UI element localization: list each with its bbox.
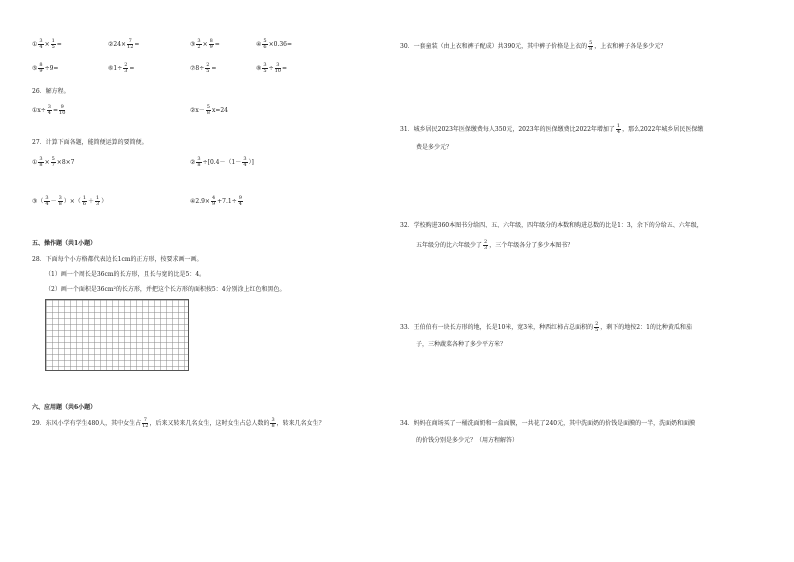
q28-part1: （1）画一个周长是36cm的长方形，且长与宽的比是5：4。	[45, 271, 206, 278]
q32-text: 32．学校购进360本图书分给四、五、六年级，四年级分的本数和购进总数的比是1：3，余下的分给五、六年级，	[400, 222, 703, 229]
q31-text-cont: 费是多少元？	[416, 144, 453, 151]
calc-5: ⑤ $\frac{8}{9}$ ÷9=	[32, 62, 59, 74]
calc-4: ④ $\frac{5}{6}$ ×0.36=	[256, 38, 292, 50]
q27-heading: 27．计算下面各题，能简便运算的要简便。	[32, 139, 148, 146]
q31-text: 31．城乡居民2023年医保缴费每人350元，2023年的医保缴费比2022年增加了 $\frac{1}{4}$ ，那么2022年城乡居民医保缴	[400, 123, 704, 135]
q29-text: 29．东风小学有学生480人，其中女生占 $\frac{7}{12}$ ，后来又转来几名女生，这时女生占总人数的 $\frac{3}{8}$ ，转来几名女生？	[32, 417, 325, 429]
q26-heading: 26．解方程。	[32, 88, 70, 95]
q33-text-cont: 子，三种蔬菜各种了多少平方米？	[416, 341, 507, 348]
q30-text: 30．一套童装（由上衣和裤子配成）共390元，其中裤子价格是上衣的 $\frac{5}{8}$ ，上衣和裤子各是多少元？	[400, 40, 667, 52]
calc-2: ②24× $\frac{7}{12}$ =	[108, 38, 140, 50]
q26-eq1: ①x÷ $\frac{3}{4}$ = $\frac{9}{10}$	[32, 104, 66, 116]
section-5-heading: 五、操作题（共1小题）	[32, 240, 97, 247]
q28-part2: （2）画一个面积是36cm²的长方形，并把这个长方形的面积按5：4分别涂上红色和黑色。	[45, 286, 286, 293]
calc-7: ⑦8÷ $\frac{2}{5}$ =	[190, 62, 217, 74]
q33-text: 33．王伯伯有一块长方形的地，长是10米，宽3米，种西红柿占总面积的 $\frac{2}{5}$ ，剩下的地按2：1的比种黄瓜和茄	[400, 321, 692, 333]
calc-1: ① $\frac{3}{4}$ × $\frac{1}{5}$ =	[32, 38, 62, 50]
q34-text: 34．妈妈在商场买了一桶洗面奶和一盒面膜，一共花了240元，其中洗面奶的价钱是面膜的一半，洗面奶和面膜	[400, 420, 696, 427]
q26-eq2: ②x－ $\frac{5}{8}$ x=24	[190, 104, 228, 116]
q32-text-cont: 五年级分的比六年级少了 $\frac{2}{3}$ ，三个年级各分了多少本图书？	[416, 239, 574, 251]
calc-3: ③ $\frac{3}{2}$ × $\frac{8}{9}$ =	[190, 38, 220, 50]
q27-expr3: ③（ $\frac{3}{4}$ － $\frac{3}{8}$ ）×（ $\frac{1}{6}$ ＋ $\frac{1}{3}$ ）	[32, 195, 108, 207]
q28-text: 28．下面每个小方格都代表边长1cm的正方形，按要求画一画。	[32, 256, 203, 263]
calc-8: ⑧ $\frac{3}{5}$ ÷ $\frac{3}{10}$ =	[256, 62, 288, 74]
q27-expr1: ① $\frac{3}{8}$ × $\frac{5}{7}$ ×8×7	[32, 156, 75, 168]
square-grid	[45, 299, 189, 371]
q34-text-cont: 的价钱分别是多少元？（用方程解答）	[416, 437, 519, 444]
section-6-heading: 六、应用题（共6小题）	[32, 404, 97, 411]
q27-expr4: ④2.9× $\frac{4}{9}$ +7.1÷ $\frac{9}{4}$	[190, 195, 242, 207]
q27-expr2: ② $\frac{3}{8}$ ÷[0.4－（1－ $\frac{3}{4}$ ）]	[190, 156, 254, 168]
calc-6: ⑥1÷ $\frac{2}{3}$ =	[108, 62, 135, 74]
